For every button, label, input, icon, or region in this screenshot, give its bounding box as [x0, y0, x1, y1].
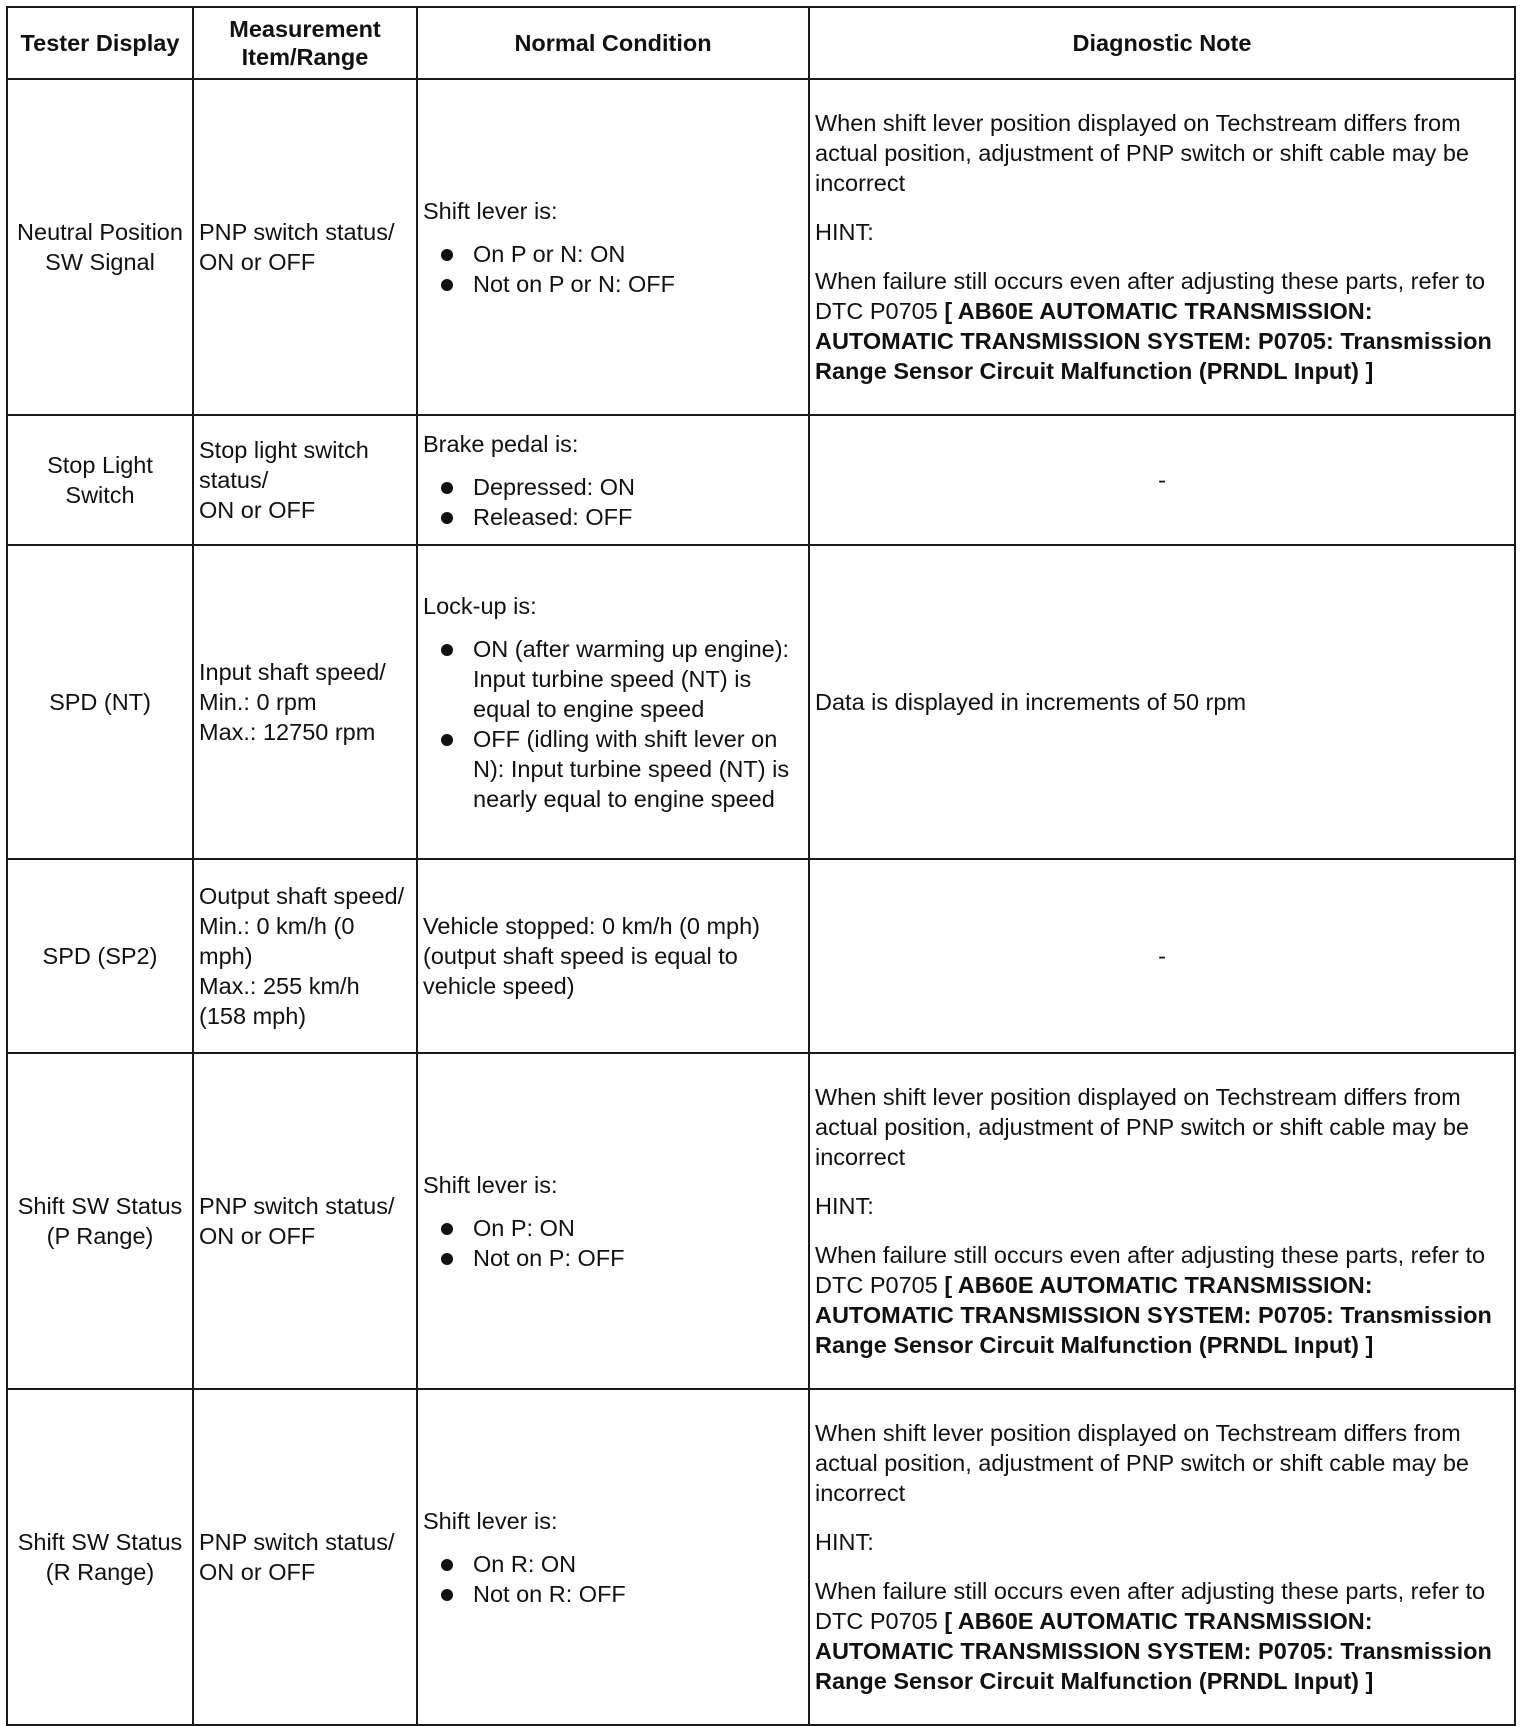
- condition-item: [439, 1243, 803, 1273]
- measurement-line: Stop light switch status/: [199, 437, 369, 493]
- measurement-line: ON or OFF: [199, 249, 316, 275]
- bullet-icon: [441, 482, 453, 494]
- note-reference: [815, 266, 1509, 386]
- condition-item: [439, 239, 803, 269]
- measurement-line: Max.: 12750 rpm: [199, 719, 376, 745]
- measurement-cell: [193, 1389, 417, 1725]
- condition-text: On P: ON: [473, 1214, 575, 1241]
- diagnostic-note-cell: Data is displayed in increments of 50 rpm: [809, 545, 1515, 859]
- dtc-reference-link[interactable]: [ AB60E AUTOMATIC TRANSMISSION: AUTOMATIC TRANSMISSION SYSTEM: P0705: Transmission Range Sensor Circuit Malfunction (PRNDL Input) ]: [815, 1272, 1492, 1358]
- condition-item: [439, 1549, 803, 1579]
- measurement-line: ON or OFF: [199, 1223, 316, 1249]
- condition-list: [423, 472, 803, 532]
- diagnostic-note-cell: -: [809, 859, 1515, 1053]
- measurement-line: PNP switch status/: [199, 219, 395, 245]
- header-diagnostic-note: Diagnostic Note: [809, 7, 1515, 79]
- condition-text: Depressed: ON: [473, 473, 635, 500]
- condition-item: [439, 634, 803, 724]
- tester-display-cell: Stop Light Switch: [7, 415, 193, 545]
- note-text: When shift lever position displayed on Techstream differs from actual position, adjustment of PNP switch or shift cable may be incorrect: [815, 1420, 1469, 1506]
- condition-text: Released: OFF: [473, 503, 633, 530]
- condition-intro: Shift lever is:: [423, 1507, 558, 1534]
- diagnostic-note-cell: -: [809, 415, 1515, 545]
- condition-item: [439, 1213, 803, 1243]
- dtc-reference-link[interactable]: [ AB60E AUTOMATIC TRANSMISSION: AUTOMATIC TRANSMISSION SYSTEM: P0705: Transmission Range Sensor Circuit Malfunction (PRNDL Input) ]: [815, 298, 1492, 384]
- normal-condition-cell: [417, 545, 809, 859]
- bullet-icon: [441, 734, 453, 746]
- measurement-cell: [193, 79, 417, 415]
- note-reference-text: When failure still occurs even after adjusting these parts, refer to DTC P0705: [815, 268, 1486, 324]
- condition-item: [439, 269, 803, 299]
- normal-condition-cell: [417, 1389, 809, 1725]
- condition-text: On R: ON: [473, 1550, 577, 1577]
- note-reference: [815, 1240, 1509, 1360]
- condition-intro: Lock-up is:: [423, 592, 537, 619]
- header-measurement: Measurement Item/Range: [193, 7, 417, 79]
- condition-text: Not on R: OFF: [473, 1580, 626, 1607]
- bullet-icon: [441, 1223, 453, 1235]
- condition-item: [439, 724, 803, 814]
- measurement-line: Input shaft speed/: [199, 659, 386, 685]
- condition-list: [423, 1213, 803, 1273]
- measurement-line: PNP switch status/: [199, 1193, 395, 1219]
- measurement-line: Max.: 255 km/h (158 mph): [199, 973, 360, 1029]
- normal-condition-cell: [417, 415, 809, 545]
- condition-intro: Shift lever is:: [423, 1171, 558, 1198]
- normal-condition-cell: [417, 79, 809, 415]
- condition-text: OFF (idling with shift lever on N): Input turbine speed (NT) is nearly equal to engine speed: [473, 725, 790, 812]
- data-list-table: [6, 6, 1516, 1726]
- diagnostic-note-cell: [809, 1389, 1515, 1725]
- tester-display-cell: SPD (NT): [7, 545, 193, 859]
- table-row: [7, 859, 1515, 1053]
- note-hint: HINT:: [815, 219, 874, 245]
- note-hint: HINT:: [815, 1529, 874, 1555]
- condition-list: [423, 239, 803, 299]
- note-text: When shift lever position displayed on Techstream differs from actual position, adjustment of PNP switch or shift cable may be incorrect: [815, 110, 1469, 196]
- bullet-icon: [441, 1589, 453, 1601]
- table-row: [7, 1053, 1515, 1389]
- bullet-icon: [441, 249, 453, 261]
- note-hint: HINT:: [815, 1193, 874, 1219]
- condition-text: Not on P: OFF: [473, 1244, 625, 1271]
- normal-condition-cell: Vehicle stopped: 0 km/h (0 mph) (output shaft speed is equal to vehicle speed): [417, 859, 809, 1053]
- condition-intro: Brake pedal is:: [423, 430, 579, 457]
- condition-list: [423, 1549, 803, 1609]
- header-normal-condition: Normal Condition: [417, 7, 809, 79]
- tester-display-cell: SPD (SP2): [7, 859, 193, 1053]
- condition-intro: Shift lever is:: [423, 197, 558, 224]
- bullet-icon: [441, 1253, 453, 1265]
- table-row: [7, 1389, 1515, 1725]
- normal-condition-cell: [417, 1053, 809, 1389]
- note-reference: [815, 1576, 1509, 1696]
- note-text: When shift lever position displayed on Techstream differs from actual position, adjustment of PNP switch or shift cable may be incorrect: [815, 1084, 1469, 1170]
- measurement-line: Min.: 0 rpm: [199, 689, 317, 715]
- dtc-reference-link[interactable]: [ AB60E AUTOMATIC TRANSMISSION: AUTOMATIC TRANSMISSION SYSTEM: P0705: Transmission Range Sensor Circuit Malfunction (PRNDL Input) ]: [815, 1608, 1492, 1694]
- measurement-cell: [193, 1053, 417, 1389]
- table-header-row: [7, 7, 1515, 79]
- tester-display-cell: Shift SW Status (R Range): [7, 1389, 193, 1725]
- measurement-line: Min.: 0 km/h (0 mph): [199, 913, 355, 969]
- condition-text: Not on P or N: OFF: [473, 270, 675, 297]
- measurement-line: ON or OFF: [199, 497, 316, 523]
- condition-text: ON (after warming up engine): Input turbine speed (NT) is equal to engine speed: [473, 635, 790, 722]
- table-row: [7, 79, 1515, 415]
- condition-item: [439, 1579, 803, 1609]
- measurement-cell: [193, 859, 417, 1053]
- bullet-icon: [441, 279, 453, 291]
- bullet-icon: [441, 1559, 453, 1571]
- diagnostic-note-cell: [809, 79, 1515, 415]
- tester-display-cell: Neutral Position SW Signal: [7, 79, 193, 415]
- condition-list: [423, 634, 803, 814]
- bullet-icon: [441, 644, 453, 656]
- tester-display-cell: Shift SW Status (P Range): [7, 1053, 193, 1389]
- condition-item: [439, 502, 803, 532]
- measurement-line: Output shaft speed/: [199, 883, 405, 909]
- measurement-cell: [193, 415, 417, 545]
- table-row: [7, 545, 1515, 859]
- bullet-icon: [441, 512, 453, 524]
- measurement-line: ON or OFF: [199, 1559, 316, 1585]
- note-reference-text: When failure still occurs even after adjusting these parts, refer to DTC P0705: [815, 1578, 1486, 1634]
- condition-item: [439, 472, 803, 502]
- measurement-line: PNP switch status/: [199, 1529, 395, 1555]
- diagnostic-note-cell: [809, 1053, 1515, 1389]
- table-row: [7, 415, 1515, 545]
- condition-text: On P or N: ON: [473, 240, 626, 267]
- measurement-cell: [193, 545, 417, 859]
- header-tester-display: Tester Display: [7, 7, 193, 79]
- note-reference-text: When failure still occurs even after adjusting these parts, refer to DTC P0705: [815, 1242, 1486, 1298]
